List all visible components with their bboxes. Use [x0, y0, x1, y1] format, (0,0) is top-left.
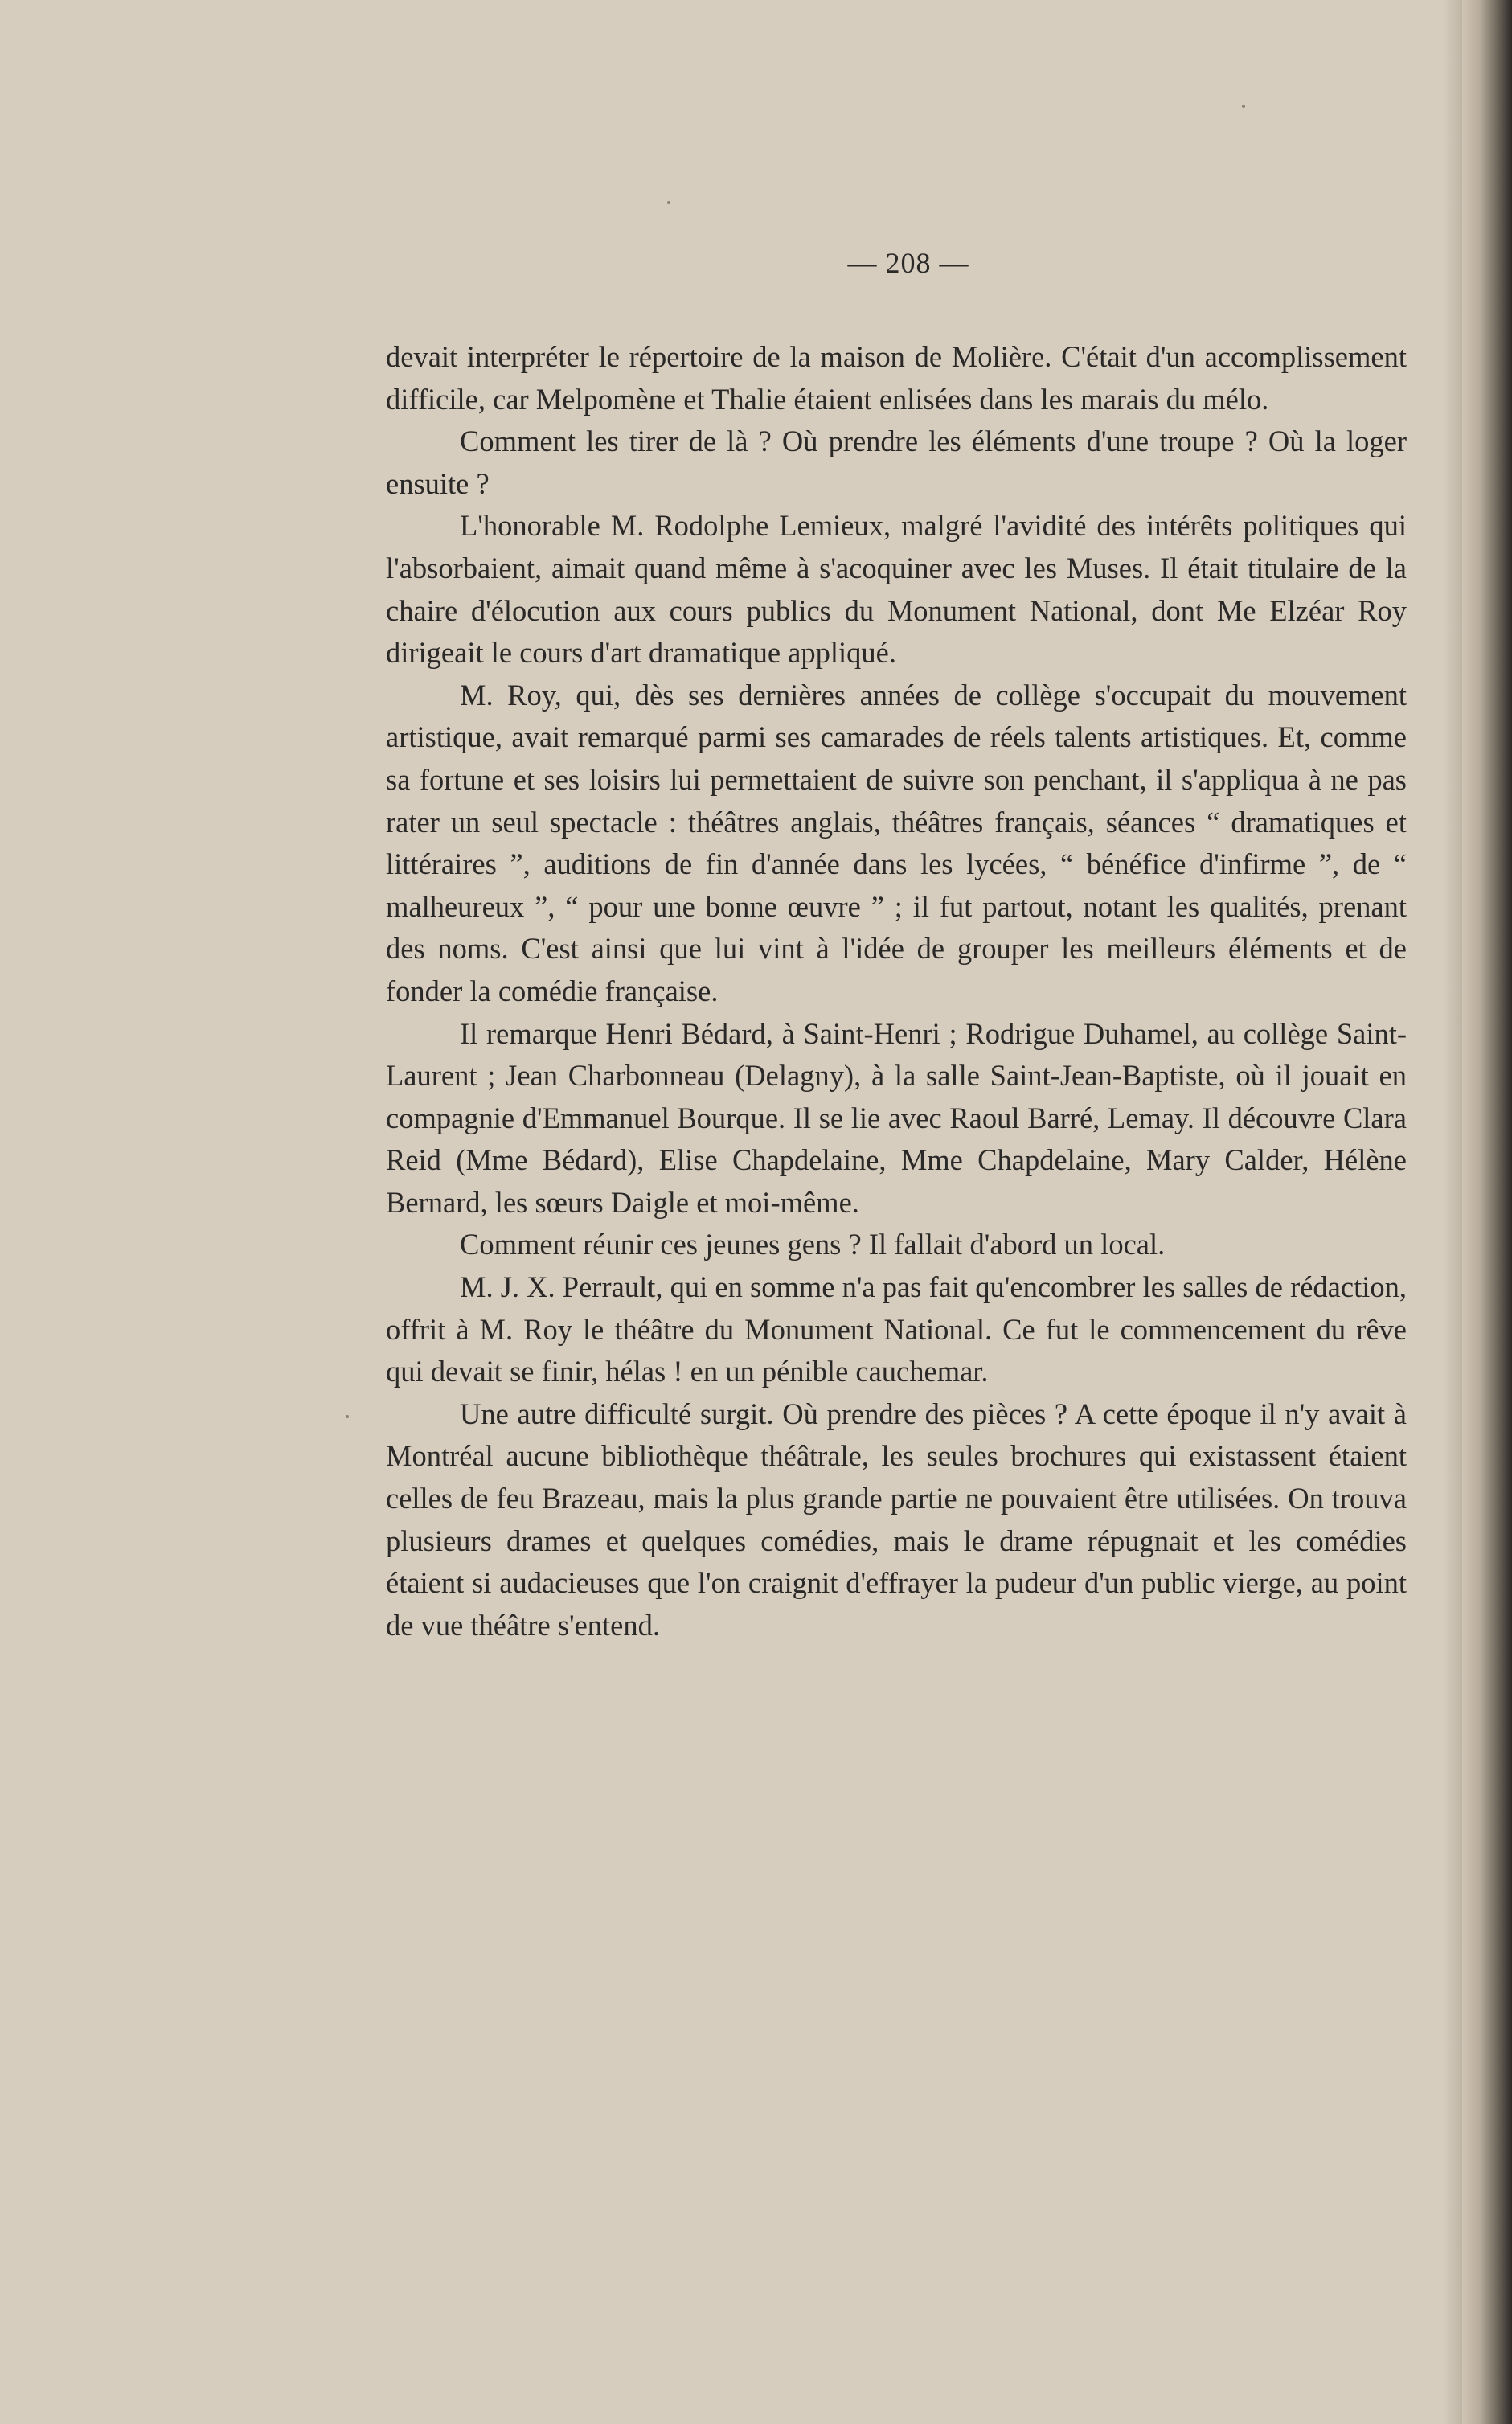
paper-speck	[1242, 105, 1245, 108]
paragraph: Comment les tirer de là ? Où prendre les éléments d'une troupe ? Où la loger ensuite ?	[386, 425, 1407, 500]
paragraph: Il remarque Henri Bédard, à Saint-Henri ; Rodrigue Duhamel, au collège Saint-Laurent ; Jean Charbonneau (Delagny), à la salle Saint-Jean-Baptiste, où il jouait en compagnie d'Emmanuel Bourque. Il se lie avec Raoul Barré, Lemay. Il découvre Clara Reid (Mme Bédard), Elise Chapdelaine, Mme Chapdelaine, Mary Calder, Hélène Bernard, les sœurs Daigle et moi-même.	[386, 1016, 1407, 1219]
paragraph: M. Roy, qui, dès ses dernières années de collège s'occupait du mouvement artistique, avait remarqué parmi ses camarades de réels talents artistiques. Et, comme sa fortune et ses loisirs lui permettaient de suivre son penchant, il s'appliqua à ne pas rater un seul spectacle : théâtres anglais, théâtres français, séances “ dramatiques et littéraires ”, auditions de fin d'année dans les lycées, “ bénéfice d'infirme ”, de “ malheureux ”, “ pour une bonne œuvre ” ; il fut partout, notant les qualités, prenant des noms. C'est ainsi que lui vint à l'idée de grouper les meilleurs éléments et de fonder la comédie française.	[386, 678, 1407, 1007]
page-edge	[1462, 0, 1512, 2424]
paper-speck	[346, 1415, 349, 1418]
paragraph: Comment réunir ces jeunes gens ? Il fallait d'abord un local.	[460, 1228, 1166, 1261]
binding-shadow	[1443, 0, 1462, 2424]
paragraph: M. J. X. Perrault, qui en somme n'a pas fait qu'encombrer les salles de rédaction, offrit à M. Roy le théâtre du Monument National. Ce fut le commencement du rêve qui devait se finir, hélas ! en un pénible cauchemar.	[386, 1270, 1407, 1388]
paper-speck	[667, 201, 670, 204]
paragraph: L'honorable M. Rodolphe Lemieux, malgré l'avidité des intérêts politiques qui l'absorbaient, aimait quand même à s'acoquiner avec les Muses. Il était titulaire de la chaire d'élocution aux cours publics du Monument National, dont Me Elzéar Roy dirigeait le cours d'art dramatique appliqué.	[386, 509, 1407, 670]
body-text	[386, 336, 1407, 1647]
paragraph: Une autre difficulté surgit. Où prendre des pièces ? A cette époque il n'y avait à Montréal aucune bibliothèque théâtrale, les seules brochures qui existassent étaient celles de feu Brazeau, mais la plus grande partie ne pouvaient être utilisées. On trouva plusieurs drames et quelques comédies, mais le drame répugnait et les comédies étaient si audacieuses que l'on craignit d'effrayer la pudeur d'un public vierge, au point de vue théâtre s'entend.	[386, 1397, 1407, 1642]
paragraph: devait interpréter le répertoire de la maison de Molière. C'était d'un accomplissement difficile, car Melpomène et Thalie étaient enlisées dans les marais du mélo.	[386, 340, 1407, 416]
page-number: — 208 —	[847, 247, 969, 279]
